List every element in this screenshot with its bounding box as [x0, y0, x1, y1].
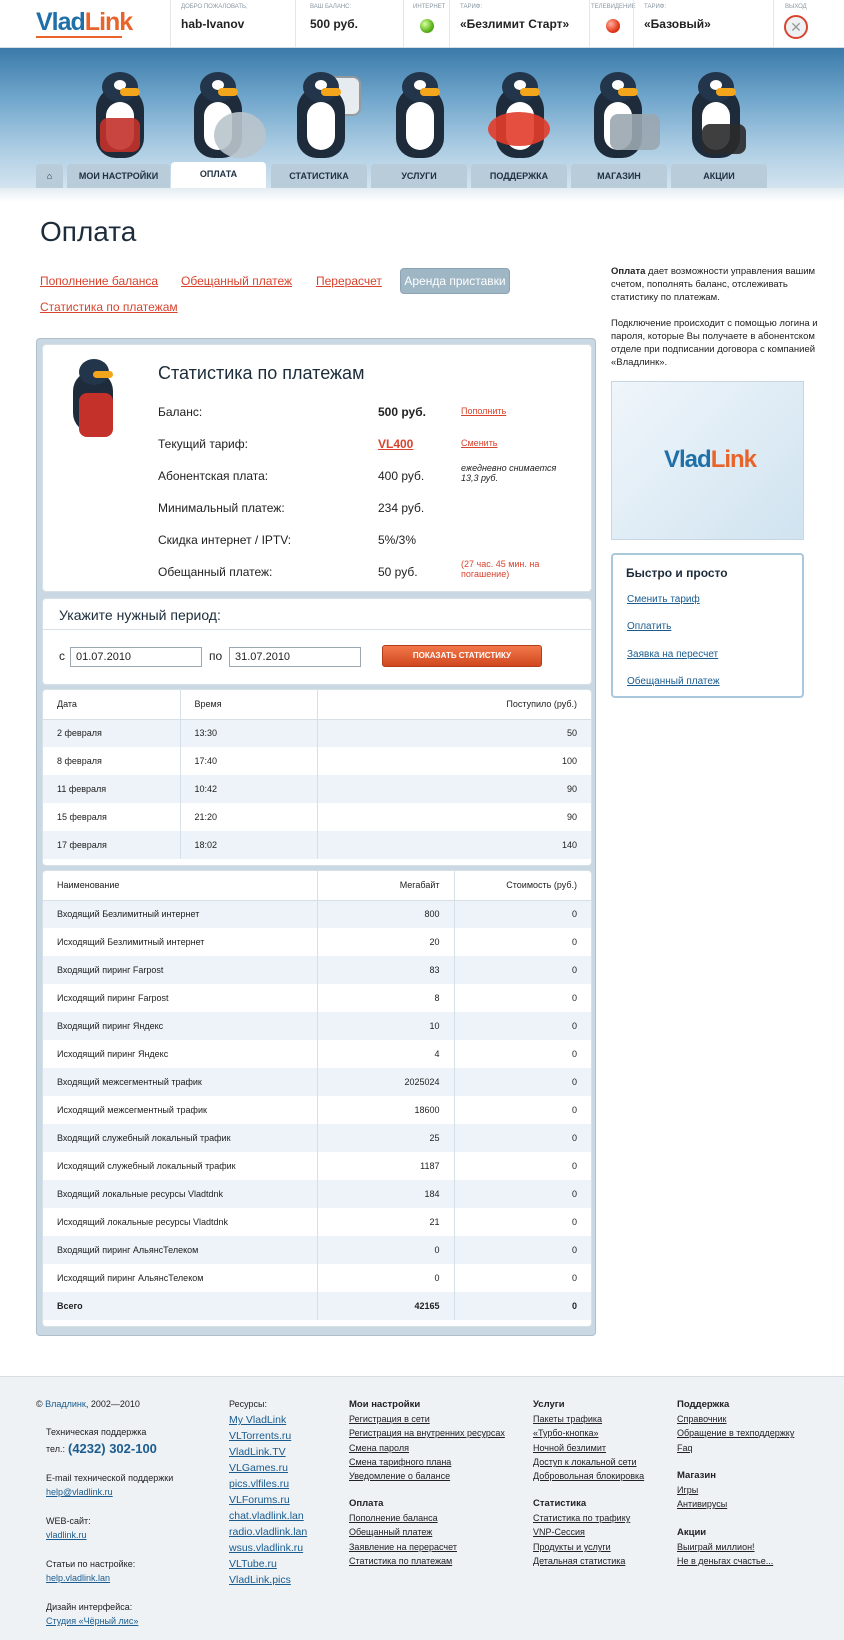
cell: 4 [317, 1040, 454, 1068]
table-row [43, 747, 591, 775]
table-row [43, 1152, 591, 1180]
banner-logo: VladLink [664, 446, 757, 473]
payments-table [43, 690, 591, 859]
col-megabytes: Мегабайт [317, 871, 454, 900]
topup-link[interactable]: Пополнить [461, 406, 507, 416]
resource-link[interactable]: pics.vlfiles.ru [229, 1478, 290, 1490]
articles-label: Статьи по настройке: [46, 1559, 136, 1569]
traffic-table-panel [42, 870, 592, 1327]
cell: 1187 [317, 1152, 454, 1180]
cell: 0 [454, 956, 591, 984]
sublink-payment-stats[interactable]: Статистика по платежам [40, 300, 178, 314]
resources-title: Ресурсы: [229, 1399, 267, 1409]
tv-tariff-cell [633, 0, 773, 47]
tab-home[interactable] [36, 164, 63, 188]
penguin-coin-icon [180, 68, 270, 164]
stat-label: Обещанный платеж: [158, 565, 273, 579]
footer-link[interactable]: Статистика по платежам [349, 1556, 453, 1566]
col-date: Дата [43, 690, 180, 719]
stat-min-payment-value: 234 руб. [378, 501, 425, 515]
quick-link-change-tariff[interactable]: Сменить тариф [627, 594, 700, 605]
to-label: по [209, 649, 223, 663]
resource-link[interactable]: My VladLink [229, 1414, 287, 1426]
footer-col-title: Поддержка [677, 1399, 730, 1410]
footer-col-title: Мои настройки [349, 1399, 421, 1410]
cell: Входящий межсегментный трафик [43, 1068, 317, 1096]
close-icon: ✕ [790, 19, 802, 35]
stat-discount-value: 5%/3% [378, 533, 417, 547]
footer-link[interactable]: «Турбо-кнопка» [533, 1428, 599, 1438]
tv-tariff-caption: ТАРИФ: [644, 4, 667, 10]
stat-balance-value: 500 руб. [378, 405, 426, 419]
email-label: E-mail технической поддержки [46, 1473, 174, 1483]
cell: 17 февраля [43, 831, 180, 859]
resource-link[interactable]: chat.vladlink.lan [229, 1510, 304, 1522]
divider [43, 629, 591, 630]
internet-status-icon [420, 19, 434, 33]
sublink-recalculation[interactable]: Перерасчет [316, 274, 382, 288]
stat-label: Абонентская плата: [158, 469, 269, 483]
cell: Входящий пиринг Farpost [43, 956, 317, 984]
sidebar-intro [611, 265, 821, 369]
articles-link[interactable]: help.vladlink.lan [46, 1573, 111, 1583]
stat-promised-value: 50 руб. [378, 565, 418, 579]
quick-link-recalc[interactable]: Заявка на пересчет [627, 649, 719, 660]
cell: 21 [317, 1208, 454, 1236]
table-row [43, 984, 591, 1012]
col-amount: Поступило (руб.) [317, 690, 591, 719]
current-tariff-link[interactable]: VL400 [378, 437, 414, 451]
user-cell [170, 0, 295, 47]
cell: 8 [317, 984, 454, 1012]
period-panel [42, 598, 592, 685]
cell: 0 [571, 1049, 577, 1059]
quick-link-pay[interactable]: Оплатить [627, 621, 672, 632]
footer-link[interactable]: Обращение в техподдержку [677, 1428, 795, 1438]
cell: 18600 [317, 1096, 454, 1124]
cell: 0 [454, 1180, 591, 1208]
cell: 90 [566, 812, 577, 822]
cell: 2025024 [317, 1068, 454, 1096]
footer-link[interactable]: Доступ к локальной сети [533, 1457, 637, 1467]
cell: Входящий пиринг АльянсТелеком [43, 1236, 317, 1264]
cell: 0 [571, 1161, 577, 1171]
cell: 8 февраля [43, 747, 180, 775]
cell: 0 [454, 900, 591, 928]
promised-note: (27 час. 45 мин. на погашение) [461, 559, 540, 579]
stat-label: Скидка интернет / IPTV: [158, 533, 292, 547]
cell: Входящий локальные ресурсы Vladtdnk [43, 1180, 317, 1208]
internet-cell [403, 0, 449, 47]
penguin-guitar-icon [678, 68, 754, 164]
header-tariff: «Безлимит Старт» [460, 17, 570, 31]
intro-text-2: Подключение происходит с помощью логина и пароля, которые Вы получаете в абонентском отделе при подписании договора с компанией «Владлинк». [611, 318, 818, 368]
show-statistics-button[interactable]: ПОКАЗАТЬ СТАТИСТИКУ [382, 645, 542, 667]
footer-link[interactable]: Ночной безлимит [533, 1443, 607, 1453]
table-row [43, 1068, 591, 1096]
logo-underline [36, 36, 122, 38]
footer-link[interactable]: Регистрация на внутренних ресурсах [349, 1428, 505, 1438]
copyright: © Владлинк, 2002—2010 [36, 1399, 140, 1409]
tab-support[interactable]: ПОДДЕРЖКА [471, 164, 567, 188]
date-to-input[interactable] [229, 647, 361, 667]
cell: 0 [571, 937, 577, 947]
penguin-waiter-icon [382, 68, 458, 164]
cell: 0 [317, 1264, 454, 1292]
cell: Исходящий пиринг Farpost [43, 984, 317, 1012]
cell: 0 [571, 1273, 577, 1283]
cell: 10:42 [180, 775, 317, 803]
resource-link[interactable]: VLGames.ru [229, 1462, 288, 1474]
sublink-topup[interactable]: Пополнение баланса [40, 274, 159, 288]
quick-title: Быстро и просто [626, 566, 728, 580]
web-link[interactable]: vladlink.ru [46, 1530, 87, 1540]
cell: Исходящий служебный локальный трафик [43, 1152, 317, 1180]
resource-link[interactable]: wsus.vladlink.ru [229, 1542, 304, 1554]
table-row [43, 719, 591, 747]
footer-link[interactable]: Смена пароля [349, 1443, 409, 1453]
footer-link[interactable]: Заявление на перерасчет [349, 1542, 457, 1552]
penguin-cart-icon [580, 68, 666, 164]
tab-statistics[interactable]: СТАТИСТИКА [271, 164, 367, 188]
resource-link[interactable]: VLTube.ru [229, 1558, 277, 1570]
quick-link-promised[interactable]: Обещанный платеж [627, 676, 720, 687]
tariff-cell [449, 0, 589, 47]
cell: 25 [317, 1124, 454, 1152]
internet-caption: ИНТЕРНЕТ [413, 4, 446, 10]
cell: 10 [317, 1012, 454, 1040]
nav-underband [0, 188, 844, 202]
table-row [43, 928, 591, 956]
cell: Входящий пиринг Яндекс [43, 1012, 317, 1040]
table-row [43, 1012, 591, 1040]
page-title: Оплата [40, 216, 137, 247]
footer-link[interactable]: Продукты и услуги [533, 1542, 611, 1552]
cell: 21:20 [180, 803, 317, 831]
sublink-promised-payment[interactable]: Обещанный платеж [181, 274, 293, 288]
main-content [36, 338, 596, 1336]
penguin-chart-icon [283, 68, 359, 164]
exit-button[interactable] [784, 15, 808, 39]
footer-col-title: Магазин [677, 1470, 716, 1481]
cell: 50 [317, 719, 591, 747]
tv-status-icon [606, 19, 620, 33]
col-name: Наименование [43, 871, 317, 900]
cell: 100 [561, 756, 577, 766]
table-row [43, 831, 591, 859]
cell: Входящий Безлимитный интернет [43, 900, 317, 928]
design-label: Дизайн интерфейса: [46, 1602, 133, 1612]
payments-table-panel [42, 689, 592, 866]
cell: 0 [454, 1068, 591, 1096]
footer-col-title: Услуги [533, 1399, 565, 1410]
cell: Исходящий межсегментный трафик [43, 1096, 317, 1124]
table-row [43, 956, 591, 984]
cell: Исходящий локальные ресурсы Vladtdnk [43, 1208, 317, 1236]
footer-link[interactable]: Faq [677, 1443, 693, 1453]
cell: 0 [454, 1236, 591, 1264]
table-row [43, 1208, 591, 1236]
footer-col-title: Оплата [349, 1498, 384, 1509]
penguin-mechanic-icon [82, 68, 158, 164]
footer-link[interactable]: Статистика по трафику [533, 1513, 631, 1523]
footer-link[interactable]: Добровольная блокировка [533, 1471, 645, 1481]
stats-summary-panel [42, 344, 592, 592]
table-row [43, 1180, 591, 1208]
cell: Входящий служебный локальный трафик [43, 1124, 317, 1152]
cell: 13:30 [180, 719, 317, 747]
cell: 17:40 [180, 747, 317, 775]
resource-link[interactable]: VladLink.TV [229, 1446, 286, 1458]
header-balance: 500 руб. [310, 17, 358, 31]
home-icon: ⌂ [46, 171, 53, 181]
period-title: Укажите нужный период: [59, 607, 221, 623]
company-link[interactable]: Владлинк [45, 1399, 86, 1409]
tv-caption: ТЕЛЕВИДЕНИЕ [591, 4, 636, 10]
table-row [43, 1040, 591, 1068]
intro-bold: Оплата [611, 266, 646, 277]
footer-link[interactable]: Детальная статистика [533, 1556, 626, 1566]
cell: 15 февраля [43, 803, 180, 831]
sidebar-banner[interactable] [611, 381, 804, 540]
fee-note: ежедневно снимается 13,3 руб. [461, 463, 557, 483]
cell: Исходящий пиринг АльянсТелеком [43, 1264, 317, 1292]
stats-title: Статистика по платежам [158, 363, 365, 383]
cell: 2 февраля [43, 719, 180, 747]
table-row [43, 1236, 591, 1264]
table-row [43, 775, 591, 803]
stat-label: Минимальный платеж: [158, 501, 285, 515]
cell: 90 [317, 775, 591, 803]
cell: 0 [317, 1236, 454, 1264]
quick-links-box [611, 553, 804, 698]
cell: 18:02 [180, 831, 317, 859]
support-phone: (4232) 302-100 [68, 1441, 157, 1456]
col-cost: Стоимость (руб.) [454, 871, 591, 900]
intro-rest: дает возможности управления вашим счетом, пополнять баланс, отслеживать статистику по платежам. [611, 266, 816, 303]
from-label: с [59, 649, 65, 663]
footer-link[interactable]: VNP-Сессия [533, 1527, 585, 1537]
design-link[interactable]: Студия «Чёрный лис» [46, 1616, 139, 1626]
balance-caption: ВАШ БАЛАНС: [310, 4, 352, 10]
cell: 184 [317, 1180, 454, 1208]
penguin-lifebuoy-icon [482, 68, 558, 164]
footer-col-title: Статистика [533, 1498, 587, 1509]
logo[interactable]: VladLink [36, 8, 133, 36]
cell: 0 [454, 1124, 591, 1152]
web-label: WEB-сайт: [46, 1516, 91, 1526]
traffic-table [43, 871, 591, 1320]
footer-link[interactable]: Обещанный платеж [349, 1527, 433, 1537]
tel-label: тел.: [46, 1444, 65, 1454]
cell: 0 [571, 993, 577, 1003]
cell: 83 [317, 956, 454, 984]
header-tv-tariff: «Базовый» [644, 17, 711, 31]
date-from-input[interactable] [70, 647, 202, 667]
footer-link[interactable]: Игры [677, 1485, 699, 1495]
cell: 0 [571, 1217, 577, 1227]
change-tariff-link[interactable]: Сменить [461, 438, 498, 448]
exit-caption: ВЫХОД [785, 4, 807, 10]
footer-link[interactable]: Регистрация в сети [349, 1414, 430, 1424]
tab-settings[interactable]: МОИ НАСТРОЙКИ [67, 164, 170, 188]
cell: Исходящий пиринг Яндекс [43, 1040, 317, 1068]
cell: 0 [454, 1012, 591, 1040]
cell: 800 [317, 900, 454, 928]
tab-shop[interactable]: МАГАЗИН [571, 164, 667, 188]
col-time: Время [180, 690, 317, 719]
tab-promos[interactable]: АКЦИИ [671, 164, 767, 188]
tv-cell [589, 0, 636, 47]
footer-link[interactable]: Уведомление о балансе [349, 1471, 451, 1481]
cell: 42165 [317, 1292, 454, 1320]
footer-link[interactable]: Выиграй миллион! [677, 1542, 755, 1552]
username: hab-Ivanov [181, 17, 245, 31]
cell: 140 [317, 831, 591, 859]
footer-link[interactable]: Справочник [677, 1414, 727, 1424]
footer-link[interactable]: Смена тарифного плана [349, 1457, 452, 1467]
balance-cell [295, 0, 403, 47]
cell: 0 [571, 1105, 577, 1115]
resource-link[interactable]: VLTorrents.ru [229, 1430, 292, 1442]
total-row [43, 1292, 591, 1320]
tab-payment[interactable]: ОПЛАТА [171, 162, 266, 188]
table-row [43, 1124, 591, 1152]
tariff-caption: ТАРИФ: [460, 4, 483, 10]
stat-label: Текущий тариф: [158, 437, 248, 451]
footer-link[interactable]: Пакеты трафика [533, 1414, 603, 1424]
resource-link[interactable]: radio.vladlink.lan [229, 1526, 308, 1538]
footer-link[interactable]: Антивирусы [677, 1499, 728, 1509]
table-row [43, 1264, 591, 1292]
cell: 20 [317, 928, 454, 956]
footer-link[interactable]: Пополнение баланса [349, 1513, 438, 1523]
support-label: Техническая поддержка [46, 1427, 147, 1437]
footer-col-title: Акции [677, 1527, 707, 1538]
cell: Всего [43, 1292, 317, 1320]
cell: 0 [454, 1292, 591, 1320]
tab-services[interactable]: УСЛУГИ [371, 164, 467, 188]
cell: 11 февраля [43, 775, 180, 803]
intro-text [611, 265, 821, 304]
resource-link[interactable]: VladLink.pics [229, 1574, 291, 1586]
table-row [43, 900, 591, 928]
top-bar [0, 0, 844, 48]
cell: Исходящий Безлимитный интернет [43, 928, 317, 956]
footer-link[interactable]: Не в деньгах счастье... [677, 1556, 774, 1566]
resource-link[interactable]: VLForums.ru [229, 1494, 290, 1506]
email-link[interactable]: help@vladlink.ru [46, 1487, 113, 1497]
table-row [43, 803, 591, 831]
sublink-box-rental[interactable]: Аренда приставки [400, 268, 510, 294]
stat-fee-value: 400 руб. [378, 469, 425, 483]
welcome-caption: ДОБРО ПОЖАЛОВАТЬ, [181, 4, 248, 10]
stat-label: Баланс: [158, 405, 203, 419]
table-row [43, 1096, 591, 1124]
penguin-mechanic-icon [65, 357, 127, 447]
